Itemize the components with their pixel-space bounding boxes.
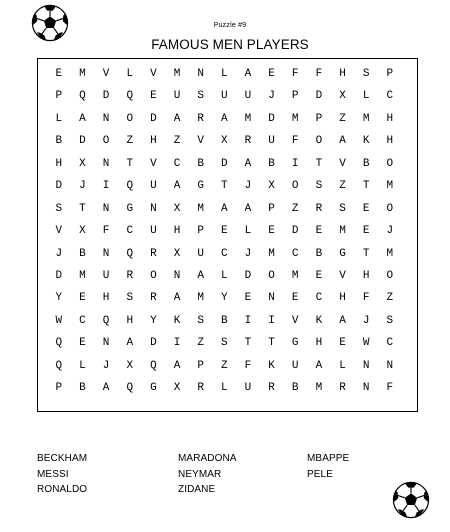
- grid-letter[interactable]: Z: [126, 135, 134, 148]
- grid-letter[interactable]: P: [197, 359, 204, 372]
- word-list: [0, 451, 450, 501]
- word-column: [37, 451, 87, 498]
- grid-letter[interactable]: A: [339, 135, 346, 148]
- grid-letter[interactable]: O: [126, 112, 134, 125]
- grid-letter[interactable]: A: [315, 359, 323, 372]
- grid-letter[interactable]: R: [150, 292, 157, 305]
- grid-letter[interactable]: T: [79, 202, 86, 215]
- grid-letter[interactable]: M: [268, 247, 275, 260]
- grid-letter[interactable]: M: [339, 225, 346, 238]
- grid-letter[interactable]: T: [221, 180, 228, 193]
- word-list-item: BECKHAM: [37, 453, 88, 464]
- grid-letter[interactable]: T: [126, 157, 134, 170]
- grid-letter[interactable]: S: [197, 90, 204, 103]
- grid-letter[interactable]: S: [55, 202, 63, 215]
- grid-letter[interactable]: X: [173, 202, 181, 215]
- word-list-item: MBAPPE: [307, 453, 350, 464]
- page-title: FAMOUS MEN PLAYERS: [151, 37, 309, 52]
- grid-letter[interactable]: U: [197, 247, 204, 260]
- grid-letter[interactable]: X: [339, 90, 346, 103]
- grid-letter[interactable]: R: [197, 112, 204, 125]
- grid-letter[interactable]: J: [244, 180, 252, 193]
- grid-letter[interactable]: E: [291, 292, 299, 305]
- grid-letter[interactable]: A: [126, 337, 134, 350]
- grid-letter[interactable]: U: [244, 382, 252, 395]
- grid-letter[interactable]: V: [55, 225, 63, 238]
- grid-letter[interactable]: J: [102, 359, 110, 372]
- grid-letter[interactable]: Z: [173, 135, 181, 148]
- grid-letter[interactable]: D: [102, 90, 110, 103]
- puzzle-label: Puzzle #9: [213, 22, 247, 29]
- grid-letter[interactable]: H: [315, 337, 323, 350]
- grid-letter[interactable]: E: [79, 337, 86, 350]
- grid-letter[interactable]: L: [244, 225, 252, 238]
- grid-letter[interactable]: A: [339, 314, 346, 327]
- grid-letter[interactable]: D: [150, 112, 157, 125]
- grid-letter[interactable]: P: [268, 202, 275, 215]
- grid-letter[interactable]: S: [197, 314, 204, 327]
- grid-letter[interactable]: G: [126, 202, 134, 215]
- grid-letter[interactable]: C: [79, 314, 86, 327]
- grid-letter[interactable]: J: [244, 247, 252, 260]
- grid-letter[interactable]: J: [362, 314, 370, 327]
- grid-letter[interactable]: V: [291, 314, 299, 327]
- grid-letter[interactable]: R: [244, 135, 252, 148]
- grid-letter[interactable]: B: [291, 382, 299, 395]
- grid-letter[interactable]: T: [362, 247, 370, 260]
- word-list-item: MESSI: [37, 468, 69, 480]
- word-list-item: PELE: [307, 468, 333, 480]
- grid-letter[interactable]: H: [150, 135, 157, 148]
- grid-letter[interactable]: P: [55, 90, 63, 103]
- word-list-item: NEYMAR: [178, 468, 222, 480]
- grid-letter[interactable]: E: [339, 337, 346, 350]
- grid-letter[interactable]: X: [79, 157, 86, 170]
- grid-letter[interactable]: T: [268, 337, 275, 350]
- grid-letter[interactable]: I: [291, 157, 299, 170]
- grid-letter[interactable]: P: [55, 382, 63, 395]
- grid-letter[interactable]: F: [386, 382, 394, 395]
- grid-letter[interactable]: K: [173, 314, 181, 327]
- grid-letter[interactable]: C: [173, 157, 181, 170]
- word-list-item: MARADONA: [178, 453, 237, 464]
- grid-letter[interactable]: M: [173, 68, 181, 80]
- grid-letter[interactable]: X: [173, 247, 181, 260]
- grid-letter[interactable]: L: [221, 382, 228, 395]
- grid-letter[interactable]: Q: [55, 359, 63, 372]
- grid-letter[interactable]: B: [197, 157, 204, 170]
- grid-letter[interactable]: D: [221, 157, 228, 170]
- grid-letter[interactable]: M: [315, 382, 323, 395]
- grid-letter[interactable]: F: [362, 292, 370, 305]
- grid-letter[interactable]: P: [315, 112, 323, 125]
- grid-letter[interactable]: I: [102, 180, 110, 193]
- grid-letter[interactable]: F: [315, 68, 323, 80]
- grid-letter[interactable]: H: [126, 314, 134, 327]
- grid-letter[interactable]: L: [339, 359, 346, 372]
- grid-letter[interactable]: N: [386, 359, 394, 372]
- grid-letter[interactable]: N: [268, 292, 275, 305]
- grid-letter[interactable]: R: [126, 269, 134, 282]
- grid-letter[interactable]: Q: [55, 337, 63, 350]
- grid-letter[interactable]: A: [221, 112, 228, 125]
- grid-letter[interactable]: Y: [221, 292, 228, 305]
- grid-letter[interactable]: O: [386, 269, 394, 282]
- grid-letter[interactable]: N: [102, 157, 110, 170]
- grid-letter[interactable]: L: [221, 269, 228, 282]
- grid-letter[interactable]: E: [315, 269, 323, 282]
- grid-letter[interactable]: C: [386, 90, 394, 103]
- grid-letter[interactable]: U: [291, 359, 299, 372]
- grid-letter[interactable]: S: [221, 337, 228, 350]
- grid-letter[interactable]: N: [150, 202, 157, 215]
- grid-letter[interactable]: O: [386, 157, 394, 170]
- grid-letter[interactable]: L: [55, 112, 63, 125]
- grid-letter[interactable]: E: [362, 202, 370, 215]
- grid-letter[interactable]: M: [362, 112, 370, 125]
- grid-letter[interactable]: N: [197, 68, 204, 80]
- grid-letter[interactable]: P: [291, 90, 299, 103]
- grid-letter[interactable]: R: [339, 382, 346, 395]
- grid-letter[interactable]: A: [173, 292, 181, 305]
- grid-letter[interactable]: A: [244, 202, 252, 215]
- grid-letter[interactable]: V: [197, 135, 204, 148]
- grid-letter[interactable]: H: [386, 135, 394, 148]
- grid-letter[interactable]: T: [315, 157, 323, 170]
- grid-letter[interactable]: L: [126, 68, 134, 80]
- grid-letter[interactable]: M: [386, 180, 394, 193]
- grid-letter[interactable]: S: [362, 68, 370, 80]
- grid-letter[interactable]: E: [362, 225, 370, 238]
- grid-letter[interactable]: M: [386, 247, 394, 260]
- grid-letter[interactable]: H: [386, 112, 394, 125]
- grid-letter[interactable]: F: [291, 68, 299, 80]
- grid-letter[interactable]: R: [150, 247, 157, 260]
- grid-letter[interactable]: G: [291, 337, 299, 350]
- grid-letter[interactable]: I: [268, 314, 275, 327]
- grid-letter[interactable]: B: [79, 247, 86, 260]
- grid-letter[interactable]: X: [126, 359, 134, 372]
- word-column: [307, 451, 349, 482]
- grid-letter[interactable]: A: [173, 112, 181, 125]
- grid-letter[interactable]: O: [268, 269, 275, 282]
- grid-letter[interactable]: Z: [339, 112, 346, 125]
- grid-letter[interactable]: U: [150, 225, 157, 238]
- grid-letter[interactable]: O: [386, 202, 394, 215]
- grid-letter[interactable]: V: [339, 269, 346, 282]
- grid-letter[interactable]: B: [268, 157, 275, 170]
- grid-letter[interactable]: N: [362, 382, 370, 395]
- grid-letter[interactable]: B: [221, 314, 228, 327]
- word-column: [178, 451, 237, 498]
- grid-letter[interactable]: M: [197, 292, 204, 305]
- grid-letter[interactable]: U: [244, 90, 252, 103]
- grid-letter[interactable]: M: [244, 112, 252, 125]
- grid-letter[interactable]: V: [150, 157, 157, 170]
- grid-letter[interactable]: V: [102, 68, 110, 80]
- grid-letter[interactable]: B: [55, 135, 63, 148]
- grid-letter[interactable]: G: [339, 247, 346, 260]
- grid-letter[interactable]: Q: [126, 382, 134, 395]
- grid-letter[interactable]: D: [268, 112, 275, 125]
- grid-letter[interactable]: F: [291, 135, 299, 148]
- word-list-item: ZIDANE: [178, 484, 216, 495]
- grid-letter[interactable]: S: [315, 180, 323, 193]
- grid-letter[interactable]: X: [173, 382, 181, 395]
- grid-letter[interactable]: A: [244, 68, 252, 80]
- grid-letter[interactable]: N: [102, 247, 110, 260]
- grid-letter[interactable]: A: [197, 269, 204, 282]
- grid-letter[interactable]: J: [55, 247, 63, 260]
- grid-letter[interactable]: Y: [55, 292, 63, 305]
- grid-letter[interactable]: D: [55, 180, 63, 193]
- grid-letter[interactable]: M: [291, 269, 299, 282]
- grid-letter[interactable]: V: [339, 157, 346, 170]
- grid-letter[interactable]: B: [362, 157, 370, 170]
- word-search-grid: [47, 63, 402, 400]
- grid-letter[interactable]: I: [173, 337, 181, 350]
- grid-letter[interactable]: S: [126, 292, 134, 305]
- grid-letter[interactable]: N: [173, 269, 181, 282]
- grid-letter[interactable]: Q: [150, 359, 157, 372]
- grid-letter[interactable]: T: [362, 180, 370, 193]
- grid-letter[interactable]: C: [126, 225, 134, 238]
- grid-letter[interactable]: M: [79, 269, 86, 282]
- grid-letter[interactable]: K: [315, 314, 323, 327]
- grid-letter[interactable]: A: [173, 180, 181, 193]
- grid-letter[interactable]: W: [362, 337, 370, 350]
- grid-letter[interactable]: D: [55, 269, 63, 282]
- grid-letter[interactable]: H: [173, 225, 181, 238]
- grid-letter[interactable]: D: [315, 90, 323, 103]
- grid-letter[interactable]: D: [244, 269, 252, 282]
- grid-letter[interactable]: Q: [126, 180, 134, 193]
- grid-letter[interactable]: Q: [79, 90, 86, 103]
- grid-letter[interactable]: U: [173, 90, 181, 103]
- grid-letter[interactable]: E: [79, 292, 86, 305]
- grid-letter[interactable]: B: [79, 382, 86, 395]
- grid-letter[interactable]: H: [55, 157, 63, 170]
- grid-letter[interactable]: X: [268, 180, 275, 193]
- grid-letter[interactable]: Q: [126, 247, 134, 260]
- grid-letter[interactable]: A: [221, 202, 228, 215]
- grid-letter[interactable]: C: [291, 247, 299, 260]
- grid-letter[interactable]: M: [291, 112, 299, 125]
- grid-letter[interactable]: S: [339, 202, 346, 215]
- grid-letter[interactable]: O: [102, 135, 110, 148]
- grid-letter[interactable]: Z: [339, 180, 346, 193]
- grid-letter[interactable]: F: [244, 359, 252, 372]
- grid-letter[interactable]: Z: [221, 359, 228, 372]
- grid-letter[interactable]: Z: [386, 292, 394, 305]
- grid-letter[interactable]: O: [291, 180, 299, 193]
- grid-letter[interactable]: E: [221, 225, 228, 238]
- grid-letter[interactable]: E: [55, 68, 63, 80]
- grid-letter[interactable]: E: [315, 225, 323, 238]
- grid-letter[interactable]: K: [362, 135, 370, 148]
- grid-letter[interactable]: D: [150, 337, 157, 350]
- grid-letter[interactable]: O: [150, 269, 157, 282]
- grid-letter[interactable]: M: [79, 68, 86, 80]
- grid-letter[interactable]: N: [102, 202, 110, 215]
- grid-letter[interactable]: O: [315, 135, 323, 148]
- grid-letter[interactable]: L: [79, 359, 86, 372]
- grid-letter[interactable]: S: [386, 314, 394, 327]
- grid-letter[interactable]: U: [221, 90, 228, 103]
- grid-letter[interactable]: H: [362, 269, 370, 282]
- grid-letter[interactable]: W: [55, 314, 63, 327]
- grid-letter[interactable]: Q: [126, 90, 134, 103]
- grid-letter[interactable]: R: [197, 382, 204, 395]
- grid-letter[interactable]: H: [339, 68, 346, 80]
- grid-letter[interactable]: D: [291, 225, 299, 238]
- grid-letter[interactable]: L: [362, 90, 370, 103]
- word-list-item: RONALDO: [37, 484, 88, 495]
- grid-letter[interactable]: E: [268, 225, 275, 238]
- grid-letter[interactable]: X: [221, 135, 228, 148]
- grid-letter[interactable]: Z: [291, 202, 299, 215]
- grid-letter[interactable]: J: [386, 225, 394, 238]
- grid-letter[interactable]: J: [268, 90, 275, 103]
- grid-letter[interactable]: U: [268, 135, 275, 148]
- grid-letter[interactable]: N: [102, 337, 110, 350]
- grid-letter[interactable]: A: [244, 157, 252, 170]
- grid-letter[interactable]: N: [362, 359, 370, 372]
- grid-letter[interactable]: A: [173, 359, 181, 372]
- grid-letter[interactable]: U: [102, 269, 110, 282]
- grid-letter[interactable]: P: [197, 225, 204, 238]
- grid-letter[interactable]: U: [150, 180, 157, 193]
- grid-letter[interactable]: E: [268, 68, 275, 80]
- grid-letter[interactable]: E: [244, 292, 252, 305]
- grid-letter[interactable]: G: [197, 180, 204, 193]
- grid-letter[interactable]: V: [150, 68, 157, 80]
- grid-letter[interactable]: K: [268, 359, 275, 372]
- grid-letter[interactable]: Y: [150, 314, 157, 327]
- grid-letter[interactable]: A: [102, 382, 110, 395]
- grid-letter[interactable]: T: [244, 337, 252, 350]
- grid-letter[interactable]: L: [221, 68, 228, 80]
- grid-letter[interactable]: N: [102, 112, 110, 125]
- grid-letter[interactable]: J: [79, 180, 86, 193]
- grid-letter[interactable]: G: [150, 382, 157, 395]
- grid-letter[interactable]: D: [79, 135, 86, 148]
- grid-letter[interactable]: M: [197, 202, 204, 215]
- grid-letter[interactable]: R: [268, 382, 275, 395]
- grid-letter[interactable]: I: [244, 314, 252, 327]
- grid-letter[interactable]: F: [102, 225, 110, 238]
- grid-letter[interactable]: Q: [102, 314, 110, 327]
- grid-letter[interactable]: P: [386, 68, 394, 80]
- grid-letter[interactable]: H: [339, 292, 346, 305]
- grid-letter[interactable]: C: [221, 247, 228, 260]
- grid-letter[interactable]: R: [315, 202, 323, 215]
- grid-letter[interactable]: Z: [197, 337, 204, 350]
- grid-letter[interactable]: C: [386, 337, 394, 350]
- grid-letter[interactable]: H: [102, 292, 110, 305]
- grid-letter[interactable]: B: [315, 247, 323, 260]
- grid-letter[interactable]: E: [150, 90, 157, 103]
- grid-letter[interactable]: X: [79, 225, 86, 238]
- grid-letter[interactable]: A: [79, 112, 86, 125]
- grid-letter[interactable]: C: [315, 292, 323, 305]
